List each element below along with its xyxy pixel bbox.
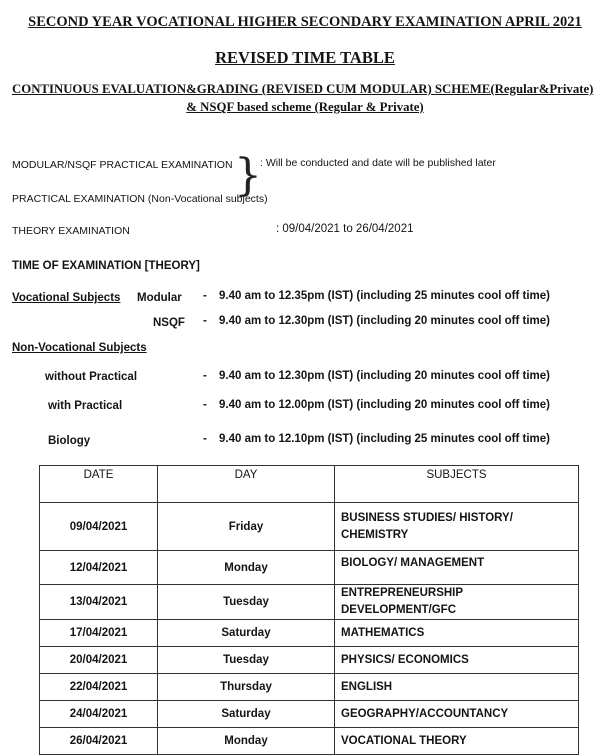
date-column-header: DATE bbox=[40, 466, 158, 503]
modular-label: Modular bbox=[137, 292, 182, 304]
table-row bbox=[40, 620, 579, 647]
day-cell: Tuesday bbox=[158, 585, 335, 620]
subjects-cell: ENTREPRENEURSHIP DEVELOPMENT/GFC bbox=[335, 585, 579, 620]
table-row bbox=[40, 674, 579, 701]
without-practical-label: without Practical bbox=[45, 371, 138, 383]
day-cell: Saturday bbox=[158, 620, 335, 647]
nonvocational-practical-label: PRACTICAL EXAMINATION (Non-Vocational subjects) bbox=[12, 193, 268, 205]
revised-time-table-heading: REVISED TIME TABLE bbox=[215, 48, 395, 67]
modular-practical-label: MODULAR/NSQF PRACTICAL EXAMINATION bbox=[12, 159, 233, 171]
day-cell: Friday bbox=[158, 503, 335, 551]
date-cell: 17/04/2021 bbox=[40, 620, 158, 647]
table-header-row bbox=[40, 466, 579, 503]
dash: - bbox=[203, 433, 207, 445]
vocational-subjects-heading: Vocational Subjects bbox=[12, 292, 121, 304]
time-of-exam-heading: TIME OF EXAMINATION [THEORY] bbox=[12, 260, 200, 272]
date-cell: 09/04/2021 bbox=[40, 503, 158, 551]
dash: - bbox=[203, 315, 207, 327]
time-table bbox=[39, 465, 579, 755]
subjects-cell: BUSINESS STUDIES/ HISTORY/ CHEMISTRY bbox=[335, 503, 579, 551]
subjects-column-header: SUBJECTS bbox=[335, 466, 579, 503]
table-row bbox=[40, 503, 579, 551]
table-row bbox=[40, 728, 579, 755]
date-cell: 24/04/2021 bbox=[40, 701, 158, 728]
biology-label: Biology bbox=[48, 435, 91, 447]
subjects-cell: BIOLOGY/ MANAGEMENT bbox=[335, 551, 579, 585]
day-cell: Saturday bbox=[158, 701, 335, 728]
date-cell: 22/04/2021 bbox=[40, 674, 158, 701]
scheme-line-2: & NSQF based scheme (Regular & Private) bbox=[186, 100, 424, 114]
table-row bbox=[40, 647, 579, 674]
date-cell: 20/04/2021 bbox=[40, 647, 158, 674]
table-row bbox=[40, 551, 579, 585]
table-row bbox=[40, 701, 579, 728]
subjects-cell: GEOGRAPHY/ACCOUNTANCY bbox=[335, 701, 579, 728]
date-cell: 26/04/2021 bbox=[40, 728, 158, 755]
day-column-header: DAY bbox=[158, 466, 335, 503]
nsqf-label: NSQF bbox=[153, 317, 185, 329]
subjects-cell: VOCATIONAL THEORY bbox=[335, 728, 579, 755]
nonvocational-subjects-heading: Non-Vocational Subjects bbox=[12, 342, 147, 354]
day-cell: Thursday bbox=[158, 674, 335, 701]
with-practical-time: 9.40 am to 12.00pm (IST) (including 20 minutes cool off time) bbox=[219, 399, 551, 411]
subjects-cell: MATHEMATICS bbox=[335, 620, 579, 647]
day-cell: Monday bbox=[158, 728, 335, 755]
date-cell: 12/04/2021 bbox=[40, 551, 158, 585]
with-practical-label: with Practical bbox=[48, 400, 123, 412]
biology-time: 9.40 am to 12.10pm (IST) (including 25 minutes cool off time) bbox=[219, 433, 551, 445]
brace-icon: } bbox=[234, 150, 262, 201]
date-cell: 13/04/2021 bbox=[40, 585, 158, 620]
dash: - bbox=[203, 370, 207, 382]
exam-title: SECOND YEAR VOCATIONAL HIGHER SECONDARY EXAMINATION APRIL 2021 bbox=[28, 14, 582, 30]
dash: - bbox=[203, 290, 207, 302]
day-cell: Monday bbox=[158, 551, 335, 585]
subjects-cell: ENGLISH bbox=[335, 674, 579, 701]
practical-note: : Will be conducted and date will be published later bbox=[260, 157, 496, 169]
theory-exam-label: THEORY EXAMINATION bbox=[12, 225, 130, 237]
day-cell: Tuesday bbox=[158, 647, 335, 674]
modular-time: 9.40 am to 12.35pm (IST) (including 25 minutes cool off time) bbox=[219, 290, 551, 302]
without-practical-time: 9.40 am to 12.30pm (IST) (including 20 minutes cool off time) bbox=[219, 370, 551, 382]
table-row bbox=[40, 585, 579, 620]
nsqf-time: 9.40 am to 12.30pm (IST) (including 20 minutes cool off time) bbox=[219, 315, 551, 327]
dash: - bbox=[203, 399, 207, 411]
scheme-line-1: CONTINUOUS EVALUATION&GRADING (REVISED CUM MODULAR) SCHEME(Regular&Private) bbox=[12, 82, 594, 96]
theory-exam-dates: : 09/04/2021 to 26/04/2021 bbox=[276, 223, 414, 235]
subjects-cell: PHYSICS/ ECONOMICS bbox=[335, 647, 579, 674]
